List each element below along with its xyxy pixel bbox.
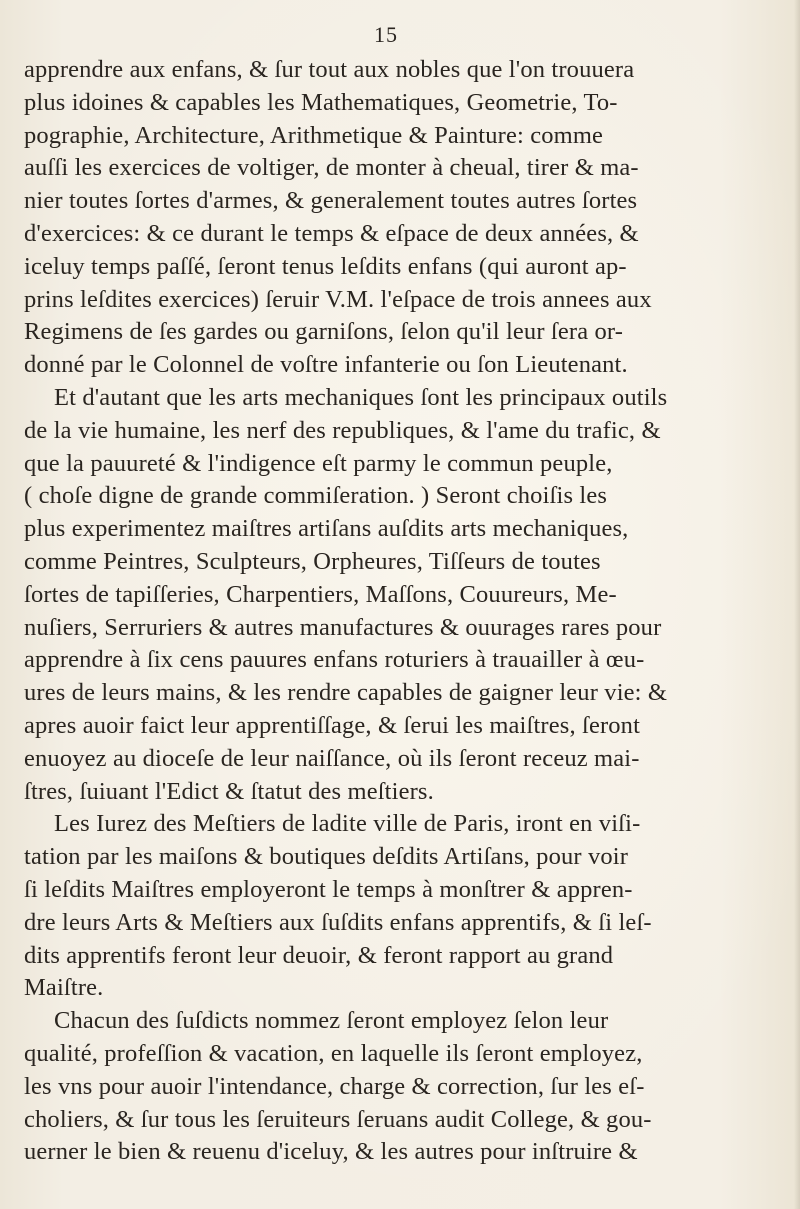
text-line: Chacun des ſuſdicts nommez ſeront employez ſelon leur	[54, 1007, 609, 1035]
text-line: iceluy temps paſſé, ſeront tenus leſdits enfans (qui auront ap-	[24, 252, 627, 280]
text-line: ſortes de tapiſſeries, Charpentiers, Maſſons, Couureurs, Me-	[24, 580, 617, 608]
text-line: d'exercices: & ce durant le temps & eſpace de deux années, &	[24, 219, 639, 247]
text-line: pographie, Architecture, Arithmetique & Painture: comme	[24, 121, 604, 149]
text-line: ſi leſdits Maiſtres employeront le temps à monſtrer & appren-	[24, 875, 633, 903]
text-line: Et d'autant que les arts mechaniques ſont les principaux outils	[54, 383, 668, 411]
text-line: auſſi les exercices de voltiger, de monter à cheual, tirer & ma-	[24, 154, 639, 182]
text-line: enuoyez au dioceſe de leur naiſſance, où ils ſeront receuz mai-	[24, 744, 640, 772]
text-line: les vns pour auoir l'intendance, charge & correction, ſur les eſ-	[24, 1072, 645, 1100]
text-line: comme Peintres, Sculpteurs, Orpheures, Tiſſeurs de toutes	[24, 547, 601, 575]
text-line: choliers, & ſur tous les ſeruiteurs ſeruans audit College, & gou-	[24, 1105, 652, 1133]
text-line: donné par le Colonnel de voſtre infanterie ou ſon Lieutenant.	[24, 351, 628, 379]
text-line: apres auoir faict leur apprentiſſage, & ſerui les maiſtres, ſeront	[24, 711, 641, 739]
text-line: prins leſdites exercices) ſeruir V.M. l'eſpace de trois annees aux	[24, 285, 652, 313]
text-line: dre leurs Arts & Meſtiers aux ſuſdits enfans apprentifs, & ſi leſ-	[24, 908, 652, 936]
text-line: apprendre aux enfans, & ſur tout aux nobles que l'on trouuera	[24, 56, 635, 83]
text-line: de la vie humaine, les nerf des republiques, & l'ame du trafic, &	[24, 416, 661, 444]
text-line: dits apprentifs feront leur deuoir, & feront rapport au grand	[24, 941, 614, 969]
body-text	[24, 54, 724, 1169]
text-line: ures de leurs mains, & les rendre capables de gaigner leur vie: &	[24, 679, 668, 707]
text-line: uerner le bien & reuenu d'iceluy, & les autres pour inſtruire &	[24, 1138, 638, 1166]
page-number: 15	[374, 22, 398, 47]
text-line: nuſiers, Serruriers & autres manufactures & ouurages rares pour	[24, 613, 662, 641]
text-line: ſtres, ſuiuant l'Edict & ſtatut des meſtiers.	[24, 777, 434, 805]
text-line: que la pauureté & l'indigence eſt parmy le commun peuple,	[24, 449, 613, 477]
text-line: nier toutes ſortes d'armes, & generalement toutes autres ſortes	[24, 187, 638, 215]
text-line: Maiſtre.	[24, 974, 104, 1002]
text-line: apprendre à ſix cens pauures enfans roturiers à trauailler à œu-	[24, 646, 645, 674]
text-line: Regimens de ſes gardes ou garniſons, ſelon qu'il leur ſera or-	[24, 318, 624, 346]
page-edge-shadow	[794, 0, 800, 1209]
text-line: Les Iurez des Meſtiers de ladite ville de Paris, iront en viſi-	[54, 810, 641, 838]
text-line: qualité, profeſſion & vacation, en laquelle ils ſeront employez,	[24, 1039, 643, 1067]
text-line: ( choſe digne de grande commiſeration. ) Seront choiſis les	[24, 482, 608, 510]
text-line: plus idoines & capables les Mathematiques, Geometrie, To-	[24, 88, 618, 116]
text-line: plus experimentez maiſtres artiſans auſdits arts mechaniques,	[24, 515, 629, 543]
text-line: tation par les maiſons & boutiques deſdits Artiſans, pour voir	[24, 843, 629, 871]
